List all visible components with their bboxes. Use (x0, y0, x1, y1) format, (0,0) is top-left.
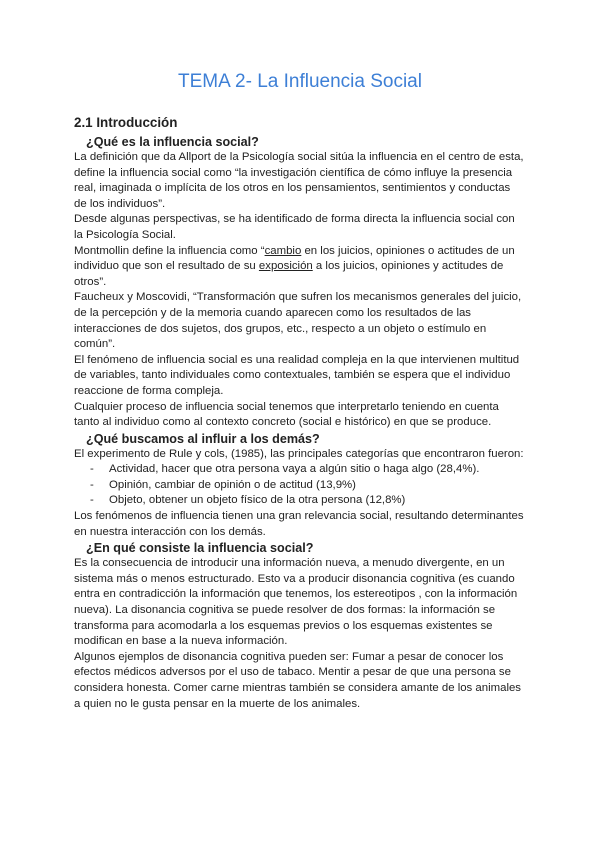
subheading-what-is: ¿Qué es la influencia social? (86, 135, 259, 149)
document-title: TEMA 2- La Influencia Social (178, 71, 422, 92)
list-item: - Opinión, cambiar de opinión o de actitud (13,9%) (90, 478, 526, 494)
paragraph: La definición que da Allport de la Psicología social sitúa la influencia en el centro de esta, define la influencia social como “la investigación científica de cómo influye la presencia real, imaginada o implícita de los otros en los pensamientos, sentimientos y conductas de los individuos”. (74, 151, 524, 210)
paragraph: Desde algunas perspectivas, se ha identificado de forma directa la influencia social con la Psicología Social. (74, 213, 515, 241)
paragraph: El fenómeno de influencia social es una realidad compleja en la que intervienen multitud de variables, tanto individuales como contextuales, también se espera que el individuo reaccione de forma compleja. (74, 353, 520, 397)
underlined-term-cambio: cambio (264, 244, 302, 257)
paragraph: Es la consecuencia de introducir una información nueva, a menudo divergente, en un sistema más o menos estructurado. Esto va a producir disonancia cognitiva (es cuando entra en contradicción la información que tenemos, los estereotipos , con la información nueva). La disonancia cognitiva se puede resolver de dos formas: la información se transforma para acomodarla a los esquemas previos o los esquemas existentes se modifican en base a la nueva información. (74, 557, 518, 648)
paragraph: El experimento de Rule y cols, (1985), las principales categorías que encontraron fueron: (74, 447, 524, 460)
subheading-what-we-seek: ¿Qué buscamos al influir a los demás? (86, 431, 320, 446)
category-list (74, 462, 526, 509)
paragraph: Los fenómenos de influencia tienen una gran relevancia social, resultando determinantes en nuestra interacción con los demás. (74, 510, 524, 538)
list-item: - Objeto, obtener un objeto físico de la otra persona (12,8%) (90, 493, 526, 509)
subheading-what-it-consists: ¿En qué consiste la influencia social? (86, 541, 314, 556)
paragraph-montmollin: Montmollin define la influencia como “cambio en los juicios, opiniones o actitudes de un individuo que son el resultado de su exposición a los juicios, opiniones y actitudes de otros”. (74, 244, 515, 288)
list-item: - Actividad, hacer que otra persona vaya a algún sitio o haga algo (28,4%). (90, 462, 526, 478)
paragraph: Faucheux y Moscovidi, “Transformación que sufren los mecanismos generales del juicio, de la percepción y de la memoria cuando aparecen como los resultados de las interacciones de dos sujetos, dos grupos, etc., respecto a un objeto o estímulo en común”. (74, 291, 522, 351)
section-heading: 2.1 Introducción (74, 115, 178, 130)
underlined-term-exposicion: exposición (258, 260, 313, 273)
paragraph: Algunos ejemplos de disonancia cognitiva pueden ser: Fumar a pesar de conocer los efectos médicos adversos por el uso de tabaco. Mentir a pesar de que una persona se considera honesta. Comer carne mientras también se considera amante de los animales a quien no le gusta pensar en la muerte de los animales. (74, 650, 521, 710)
paragraph: Cualquier proceso de influencia social tenemos que interpretarlo teniendo en cuenta tanto al individuo como al contexto concreto (social e histórico) en que se produce. (74, 400, 499, 429)
